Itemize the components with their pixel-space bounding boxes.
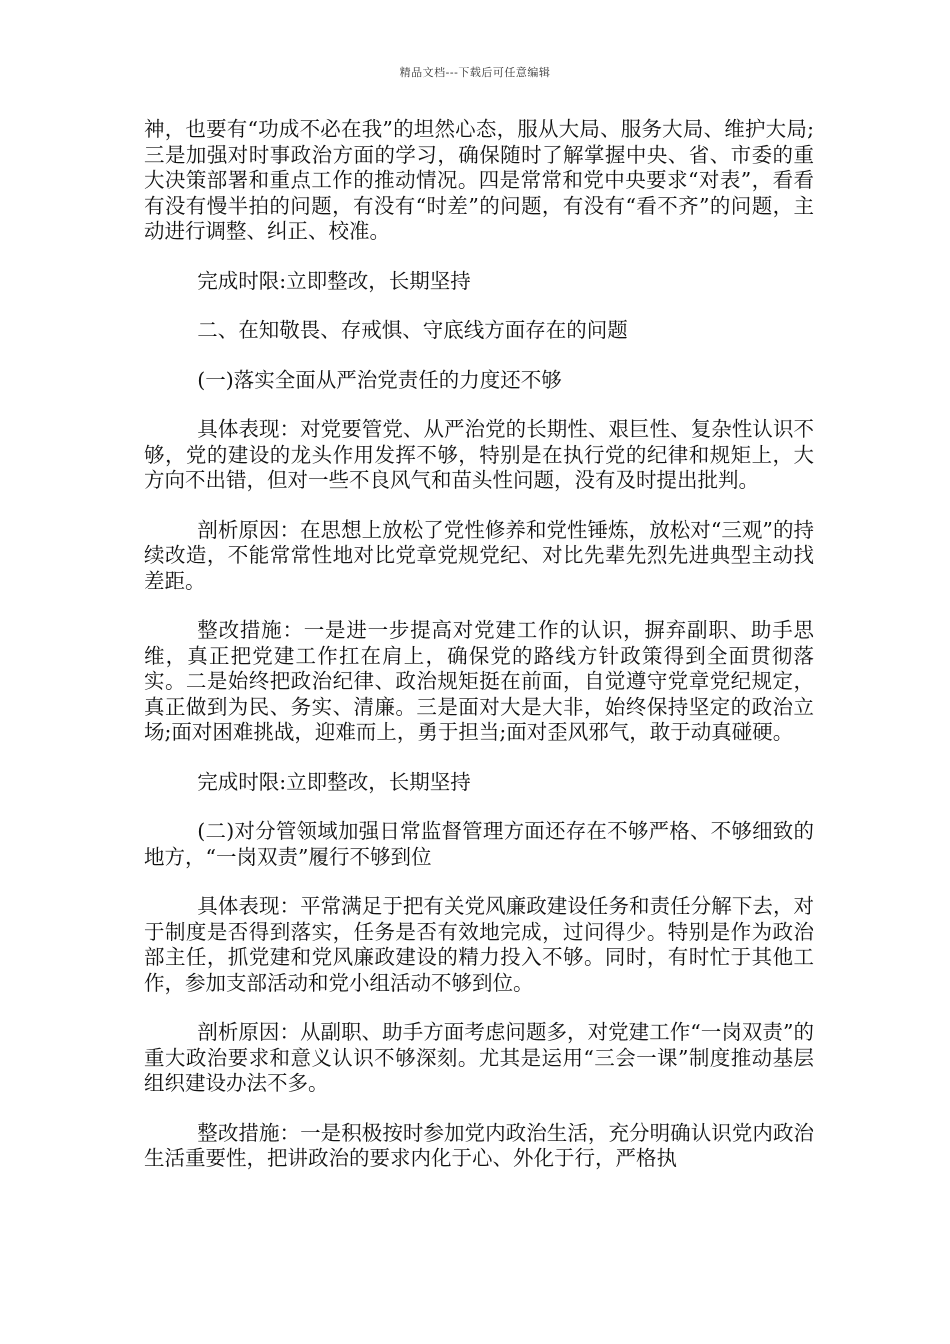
paragraph-manifestation: 具体表现：平常满足于把有关党风廉政建设任务和责任分解下去，对于制度是否得到落实，任务是否有效地完成，过问得少。特别是作为政治部主任，抓党建和党风廉政建设的精力投入不够。同时，有时忙于其他工作，参加支部活动和党小组活动不够到位。 (144, 894, 814, 995)
section-heading: 二、在知敬畏、存戒惧、守底线方面存在的问题 (197, 318, 628, 342)
paragraph-cause-analysis: 剖析原因：从副职、助手方面考虑问题多，对党建工作“一岗双责”的重大政治要求和意义认识不够深刻。尤其是运用“三会一课”制度推动基层组织建设办法不多。 (144, 1020, 814, 1095)
subsection-heading: (二)对分管领域加强日常监督管理方面还存在不够严格、不够细致的地方，“一岗双责”履行不够到位 (144, 819, 814, 869)
document-body (144, 117, 814, 1196)
paragraph-deadline: 完成时限:立即整改，长期坚持 (197, 769, 471, 794)
subsection-heading: (一)落实全面从严治党责任的力度还不够 (197, 367, 562, 392)
paragraph-rectification: 整改措施：一是积极按时参加党内政治生活，充分明确认识党内政治生活重要性，把讲政治的要求内化于心、外化于行，严格执 (144, 1120, 814, 1170)
paragraph-manifestation: 具体表现：对党要管党、从严治党的长期性、艰巨性、复杂性认识不够，党的建设的龙头作用发挥不够，特别是在执行党的纪律和规矩上，大方向不出错，但对一些不良风气和苗头性问题，没有及时提出批判。 (144, 417, 814, 492)
paragraph-rectification: 整改措施：一是进一步提高对党建工作的认识，摒弃副职、助手思维，真正把党建工作扛在肩上，确保党的路线方针政策得到全面贯彻落实。二是始终把政治纪律、政治规矩挺在前面，自觉遵守党章党纪规定，真正做到为民、务实、清廉。三是面对大是大非，始终保持坚定的政治立场;面对困难挑战，迎难而上，勇于担当;面对歪风邪气，敢于动真碰硬。 (144, 618, 814, 744)
paragraph-deadline: 完成时限:立即整改，长期坚持 (197, 268, 471, 293)
page-header: 精品文档---下载后可任意编辑 (399, 66, 551, 79)
paragraph-continuation: 神，也要有“功成不必在我”的坦然心态，服从大局、服务大局、维护大局;三是加强对时事政治方面的学习，确保随时了解掌握中央、省、市委的重大决策部署和重点工作的推动情况。四是常常和党中央要求“对表”，看看有没有慢半拍的问题，有没有“时差”的问题，有没有“看不齐”的问题，主动进行调整、纠正、校准。 (144, 117, 814, 243)
paragraph-cause-analysis: 剖析原因：在思想上放松了党性修养和党性锤炼，放松对“三观”的持续改造，不能常常性地对比党章党规党纪、对比先辈先烈先进典型主动找差距。 (144, 517, 814, 593)
